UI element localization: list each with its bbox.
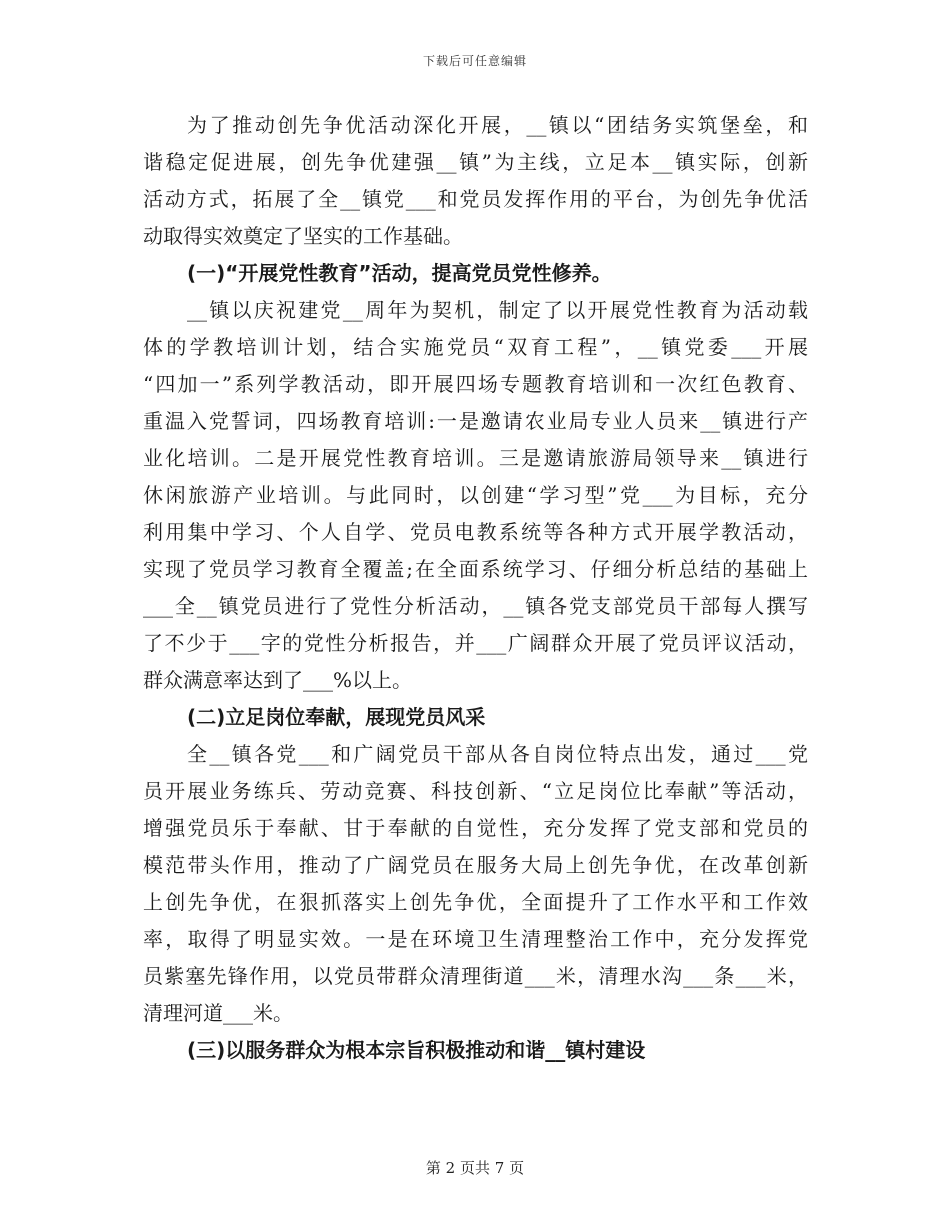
text-line: 模范带头作用，推动了广阔党员在服务大局上创先争优，在改革创新 xyxy=(143,853,808,877)
text-line: 了不少于___字的党性分析报告，并___广阔群众开展了党员评议活动， xyxy=(143,631,808,655)
text-line: 员紫塞先锋作用，以党员带群众清理街道___米，清理水沟___条___米， xyxy=(143,964,808,988)
text-line: 体的学教培训计划，结合实施党员“双育工程”，__镇党委___开展 xyxy=(143,335,808,359)
section-heading-1: (一)“开展党性教育”活动，提高党员党性修养。 xyxy=(187,261,612,285)
text-line: 清理河道___米。 xyxy=(143,1001,293,1025)
text-line: 实现了党员学习教育全覆盖;在全面系统学习、仔细分析总结的基础上 xyxy=(143,557,808,581)
text-line: 谐稳定促进展，创先争优建强__镇”为主线，立足本__镇实际，创新 xyxy=(143,150,808,174)
page-number: 第 2 页共 7 页 xyxy=(425,1159,525,1177)
text-line: 业化培训。二是开展党性教育培训。三是邀请旅游局领导来__镇进行 xyxy=(143,446,808,470)
text-line: “四加一”系列学教活动，即开展四场专题教育培训和一次红色教育、 xyxy=(143,372,808,396)
text-line: __镇以庆祝建党__周年为契机，制定了以开展党性教育为活动载 xyxy=(187,298,808,322)
text-line: 休闲旅游产业培训。与此同时，以创建“学习型”党___为目标，充分 xyxy=(143,483,808,507)
text-line: 活动方式，拓展了全__镇党___和党员发挥作用的平台，为创先争优活 xyxy=(143,187,808,211)
text-line: 增强党员乐于奉献、甘于奉献的自觉性，充分发挥了党支部和党员的 xyxy=(143,816,808,840)
text-line: 全__镇各党___和广阔党员干部从各自岗位特点出发，通过___党 xyxy=(187,742,808,766)
paragraph-intro xyxy=(143,107,808,255)
text-line: 率，取得了明显实效。一是在环境卫生清理整治工作中，充分发挥党 xyxy=(143,927,808,951)
paragraph-party-education xyxy=(143,292,808,699)
text-line: ___全__镇党员进行了党性分析活动，__镇各党支部党员干部每人撰写 xyxy=(143,594,808,618)
page-header: 下载后可任意编辑 xyxy=(422,54,527,68)
text-line: 动取得实效奠定了坚实的工作基础。 xyxy=(143,224,463,248)
section-heading-3: (三)以服务群众为根本宗旨积极推动和谐__镇村建设 xyxy=(187,1038,646,1062)
text-line: 上创先争优，在狠抓落实上创先争优，全面提升了工作水平和工作效 xyxy=(143,890,808,914)
section-heading-2: (二)立足岗位奉献，展现党员风采 xyxy=(187,705,486,729)
text-line: 员开展业务练兵、劳动竞赛、科技创新、“立足岗位比奉献”等活动， xyxy=(143,779,808,803)
text-line: 重温入党誓词，四场教育培训:一是邀请农业局专业人员来__镇进行产 xyxy=(143,409,808,433)
text-line: 群众满意率达到了___%以上。 xyxy=(143,668,413,692)
text-line: 利用集中学习、个人自学、党员电教系统等各种方式开展学教活动， xyxy=(143,520,808,544)
text-line: 为了推动创先争优活动深化开展，__镇以“团结务实筑堡垒，和 xyxy=(187,113,808,137)
document-body xyxy=(143,107,808,1069)
paragraph-post-dedication xyxy=(143,736,808,1032)
